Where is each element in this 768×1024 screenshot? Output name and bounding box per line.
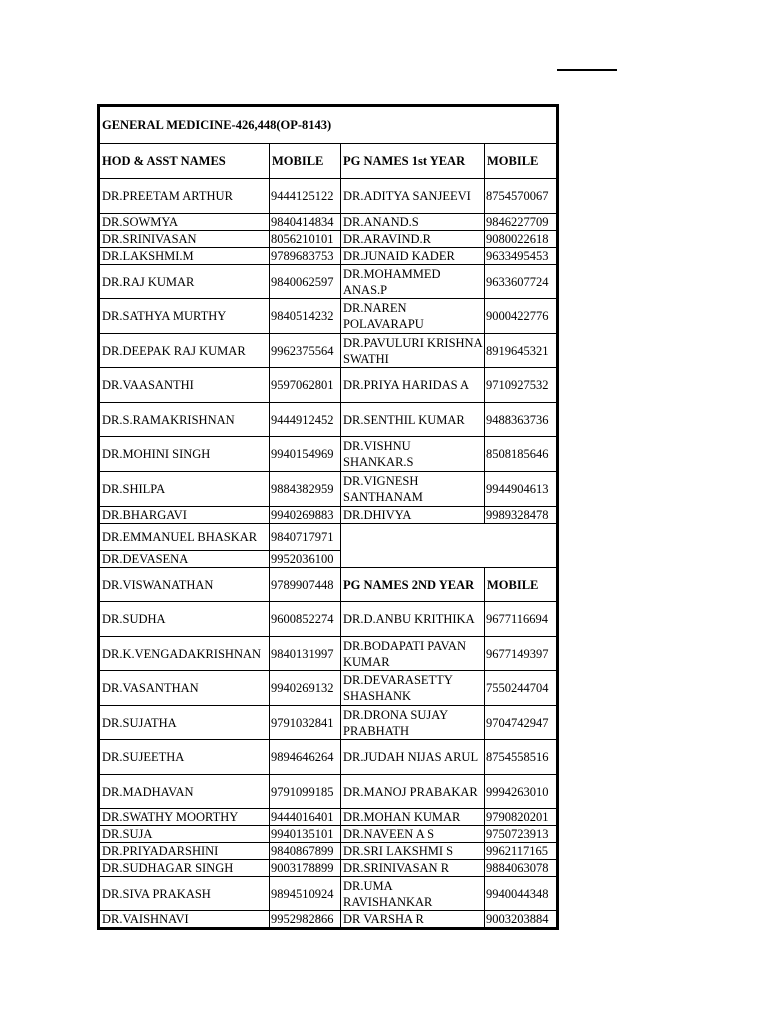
hod-mobile-cell: 9962375564 — [270, 334, 341, 368]
table-row — [100, 265, 557, 299]
table-row — [100, 911, 557, 928]
hod-name-cell: DR.VAISHNAVI — [100, 911, 270, 928]
pg-name-cell: DR.JUDAH NIJAS ARUL — [341, 740, 485, 775]
hod-mobile-cell: 9940269883 — [270, 507, 341, 524]
table-row — [100, 507, 557, 524]
hod-mobile-cell: 9840514232 — [270, 299, 341, 334]
hod-mobile-cell: 9444912452 — [270, 403, 341, 437]
pg-mobile-cell: 9846227709 — [485, 214, 557, 231]
hod-mobile-cell: 9840131997 — [270, 637, 341, 671]
hod-mobile-cell: 9894510924 — [270, 877, 341, 911]
table-row — [100, 826, 557, 843]
pg-name-cell: DR.JUNAID KADER — [341, 248, 485, 265]
hod-name-cell: DR.SOWMYA — [100, 214, 270, 231]
hod-name-cell: DR.VAASANTHI — [100, 368, 270, 403]
pg-name-cell: DR.MOHAN KUMAR — [341, 809, 485, 826]
pg-name-cell: DR VARSHA R — [341, 911, 485, 928]
pg-name-cell: DR.PAVULURI KRISHNA SWATHI — [341, 334, 485, 368]
pg-mobile-cell: 9000422776 — [485, 299, 557, 334]
pg-mobile-cell: 9677116694 — [485, 602, 557, 637]
hod-mobile-cell: 9597062801 — [270, 368, 341, 403]
hod-name-cell: DR.K.VENGADAKRISHNAN — [100, 637, 270, 671]
hod-mobile-cell: 9952982866 — [270, 911, 341, 928]
hod-mobile-cell: 9840717971 — [270, 524, 341, 551]
header-pg1-mobile: MOBILE — [485, 144, 557, 179]
pg-name-cell: DR.NAREN POLAVARAPU — [341, 299, 485, 334]
hod-name-cell: DR.EMMANUEL BHASKAR — [100, 524, 270, 551]
pg-mobile-cell: 9488363736 — [485, 403, 557, 437]
table-row — [100, 472, 557, 507]
table-row — [100, 299, 557, 334]
hod-name-cell: DR.VISWANATHAN — [100, 568, 270, 602]
pg-name-cell: DR.SRI LAKSHMI S — [341, 843, 485, 860]
hod-mobile-cell: 9884382959 — [270, 472, 341, 507]
hod-mobile-cell: 9791032841 — [270, 706, 341, 740]
hod-name-cell: DR.MADHAVAN — [100, 775, 270, 809]
table-title: GENERAL MEDICINE-426,448(OP-8143) — [100, 107, 557, 144]
pg-mobile-cell: 8754558516 — [485, 740, 557, 775]
pg-mobile-cell: 7550244704 — [485, 671, 557, 706]
pg-name-cell: DR.PRIYA HARIDAS A — [341, 368, 485, 403]
pg-mobile-cell: 9710927532 — [485, 368, 557, 403]
pg-name-cell: DR.BODAPATI PAVAN KUMAR — [341, 637, 485, 671]
hod-mobile-cell: 9840867899 — [270, 843, 341, 860]
pg-mobile-cell: 9704742947 — [485, 706, 557, 740]
pg-name-cell: DR.D.ANBU KRITHIKA — [341, 602, 485, 637]
hod-mobile-cell: 9600852274 — [270, 602, 341, 637]
pg-name-cell: DR.ANAND.S — [341, 214, 485, 231]
hod-name-cell: DR.MOHINI SINGH — [100, 437, 270, 472]
pg-name-cell: DR.VISHNU SHANKAR.S — [341, 437, 485, 472]
hod-name-cell: DR.VASANTHAN — [100, 671, 270, 706]
table-row — [100, 334, 557, 368]
pg-mobile-cell: 9940044348 — [485, 877, 557, 911]
hod-name-cell: DR.BHARGAVI — [100, 507, 270, 524]
hod-mobile-cell: 9789683753 — [270, 248, 341, 265]
header-pg-first-year: PG NAMES 1st YEAR — [341, 144, 485, 179]
pg-name-cell: DR.SENTHIL KUMAR — [341, 403, 485, 437]
pg-mobile-cell: 9989328478 — [485, 507, 557, 524]
header-pg-second-year: PG NAMES 2ND YEAR — [341, 568, 485, 602]
pg-mobile-cell: 9884063078 — [485, 860, 557, 877]
table-row — [100, 248, 557, 265]
hod-name-cell: DR.SWATHY MOORTHY — [100, 809, 270, 826]
pg-mobile-cell: 8754570067 — [485, 179, 557, 214]
table-row — [100, 524, 557, 551]
pg-name-cell: DR.MANOJ PRABAKAR — [341, 775, 485, 809]
hod-name-cell: DR.RAJ KUMAR — [100, 265, 270, 299]
hod-mobile-cell: 9840414834 — [270, 214, 341, 231]
pg-name-cell: DR.MOHAMMED ANAS.P — [341, 265, 485, 299]
table-row — [100, 214, 557, 231]
top-rule-line — [557, 69, 617, 71]
hod-name-cell: DR.PRIYADARSHINI — [100, 843, 270, 860]
hod-name-cell: DR.DEVASENA — [100, 551, 270, 568]
hod-name-cell: DR.PREETAM ARTHUR — [100, 179, 270, 214]
table-row — [100, 368, 557, 403]
hod-mobile-cell: 9444125122 — [270, 179, 341, 214]
hod-name-cell: DR.S.RAMAKRISHNAN — [100, 403, 270, 437]
hod-name-cell: DR.SIVA PRAKASH — [100, 877, 270, 911]
hod-mobile-cell: 9789907448 — [270, 568, 341, 602]
pg-name-cell: DR.DRONA SUJAY PRABHATH — [341, 706, 485, 740]
hod-mobile-cell: 9894646264 — [270, 740, 341, 775]
table-row — [100, 231, 557, 248]
header-hod-mobile: MOBILE — [270, 144, 341, 179]
table-row — [100, 809, 557, 826]
table-row — [100, 568, 557, 602]
header-row — [100, 144, 557, 179]
pg-name-cell: DR.DHIVYA — [341, 507, 485, 524]
hod-name-cell: DR.SHILPA — [100, 472, 270, 507]
table-row — [100, 877, 557, 911]
pg-name-cell: DR.DEVARASETTY SHASHANK — [341, 671, 485, 706]
hod-name-cell: DR.SATHYA MURTHY — [100, 299, 270, 334]
pg-mobile-cell: 9003203884 — [485, 911, 557, 928]
table-row — [100, 602, 557, 637]
pg-name-cell: DR.NAVEEN A S — [341, 826, 485, 843]
general-medicine-contact-table — [99, 106, 557, 928]
header-pg2-mobile: MOBILE — [485, 568, 557, 602]
table-row — [100, 437, 557, 472]
pg-mobile-cell: 9750723913 — [485, 826, 557, 843]
pg-name-cell: DR.UMA RAVISHANKAR — [341, 877, 485, 911]
hod-mobile-cell: 9444016401 — [270, 809, 341, 826]
pg-mobile-cell: 9790820201 — [485, 809, 557, 826]
table-row — [100, 775, 557, 809]
header-hod-names: HOD & ASST NAMES — [100, 144, 270, 179]
pg-name-cell: DR.SRINIVASAN R — [341, 860, 485, 877]
empty-merged-cell — [341, 524, 557, 568]
hod-mobile-cell: 9952036100 — [270, 551, 341, 568]
hod-name-cell: DR.SRINIVASAN — [100, 231, 270, 248]
hod-name-cell: DR.SUJATHA — [100, 706, 270, 740]
table-title-row — [100, 107, 557, 144]
hod-mobile-cell: 9940135101 — [270, 826, 341, 843]
pg-mobile-cell: 9633607724 — [485, 265, 557, 299]
pg-mobile-cell: 9944904613 — [485, 472, 557, 507]
hod-name-cell: DR.LAKSHMI.M — [100, 248, 270, 265]
table-row — [100, 403, 557, 437]
table-row — [100, 740, 557, 775]
table-row — [100, 843, 557, 860]
table-row — [100, 671, 557, 706]
hod-mobile-cell: 9003178899 — [270, 860, 341, 877]
hod-mobile-cell: 8056210101 — [270, 231, 341, 248]
hod-name-cell: DR.SUDHAGAR SINGH — [100, 860, 270, 877]
table-row — [100, 706, 557, 740]
pg-mobile-cell: 9962117165 — [485, 843, 557, 860]
hod-name-cell: DR.SUJA — [100, 826, 270, 843]
pg-name-cell: DR.ADITYA SANJEEVI — [341, 179, 485, 214]
table-row — [100, 637, 557, 671]
table-row — [100, 179, 557, 214]
pg-name-cell: DR.ARAVIND.R — [341, 231, 485, 248]
pg-mobile-cell: 9994263010 — [485, 775, 557, 809]
pg-mobile-cell: 9677149397 — [485, 637, 557, 671]
hod-name-cell: DR.SUDHA — [100, 602, 270, 637]
hod-name-cell: DR.SUJEETHA — [100, 740, 270, 775]
pg-mobile-cell: 8508185646 — [485, 437, 557, 472]
pg-name-cell: DR.VIGNESH SANTHANAM — [341, 472, 485, 507]
hod-mobile-cell: 9940269132 — [270, 671, 341, 706]
table-row — [100, 860, 557, 877]
hod-name-cell: DR.DEEPAK RAJ KUMAR — [100, 334, 270, 368]
pg-mobile-cell: 9633495453 — [485, 248, 557, 265]
hod-mobile-cell: 9940154969 — [270, 437, 341, 472]
hod-mobile-cell: 9840062597 — [270, 265, 341, 299]
hod-mobile-cell: 9791099185 — [270, 775, 341, 809]
pg-mobile-cell: 8919645321 — [485, 334, 557, 368]
pg-mobile-cell: 9080022618 — [485, 231, 557, 248]
